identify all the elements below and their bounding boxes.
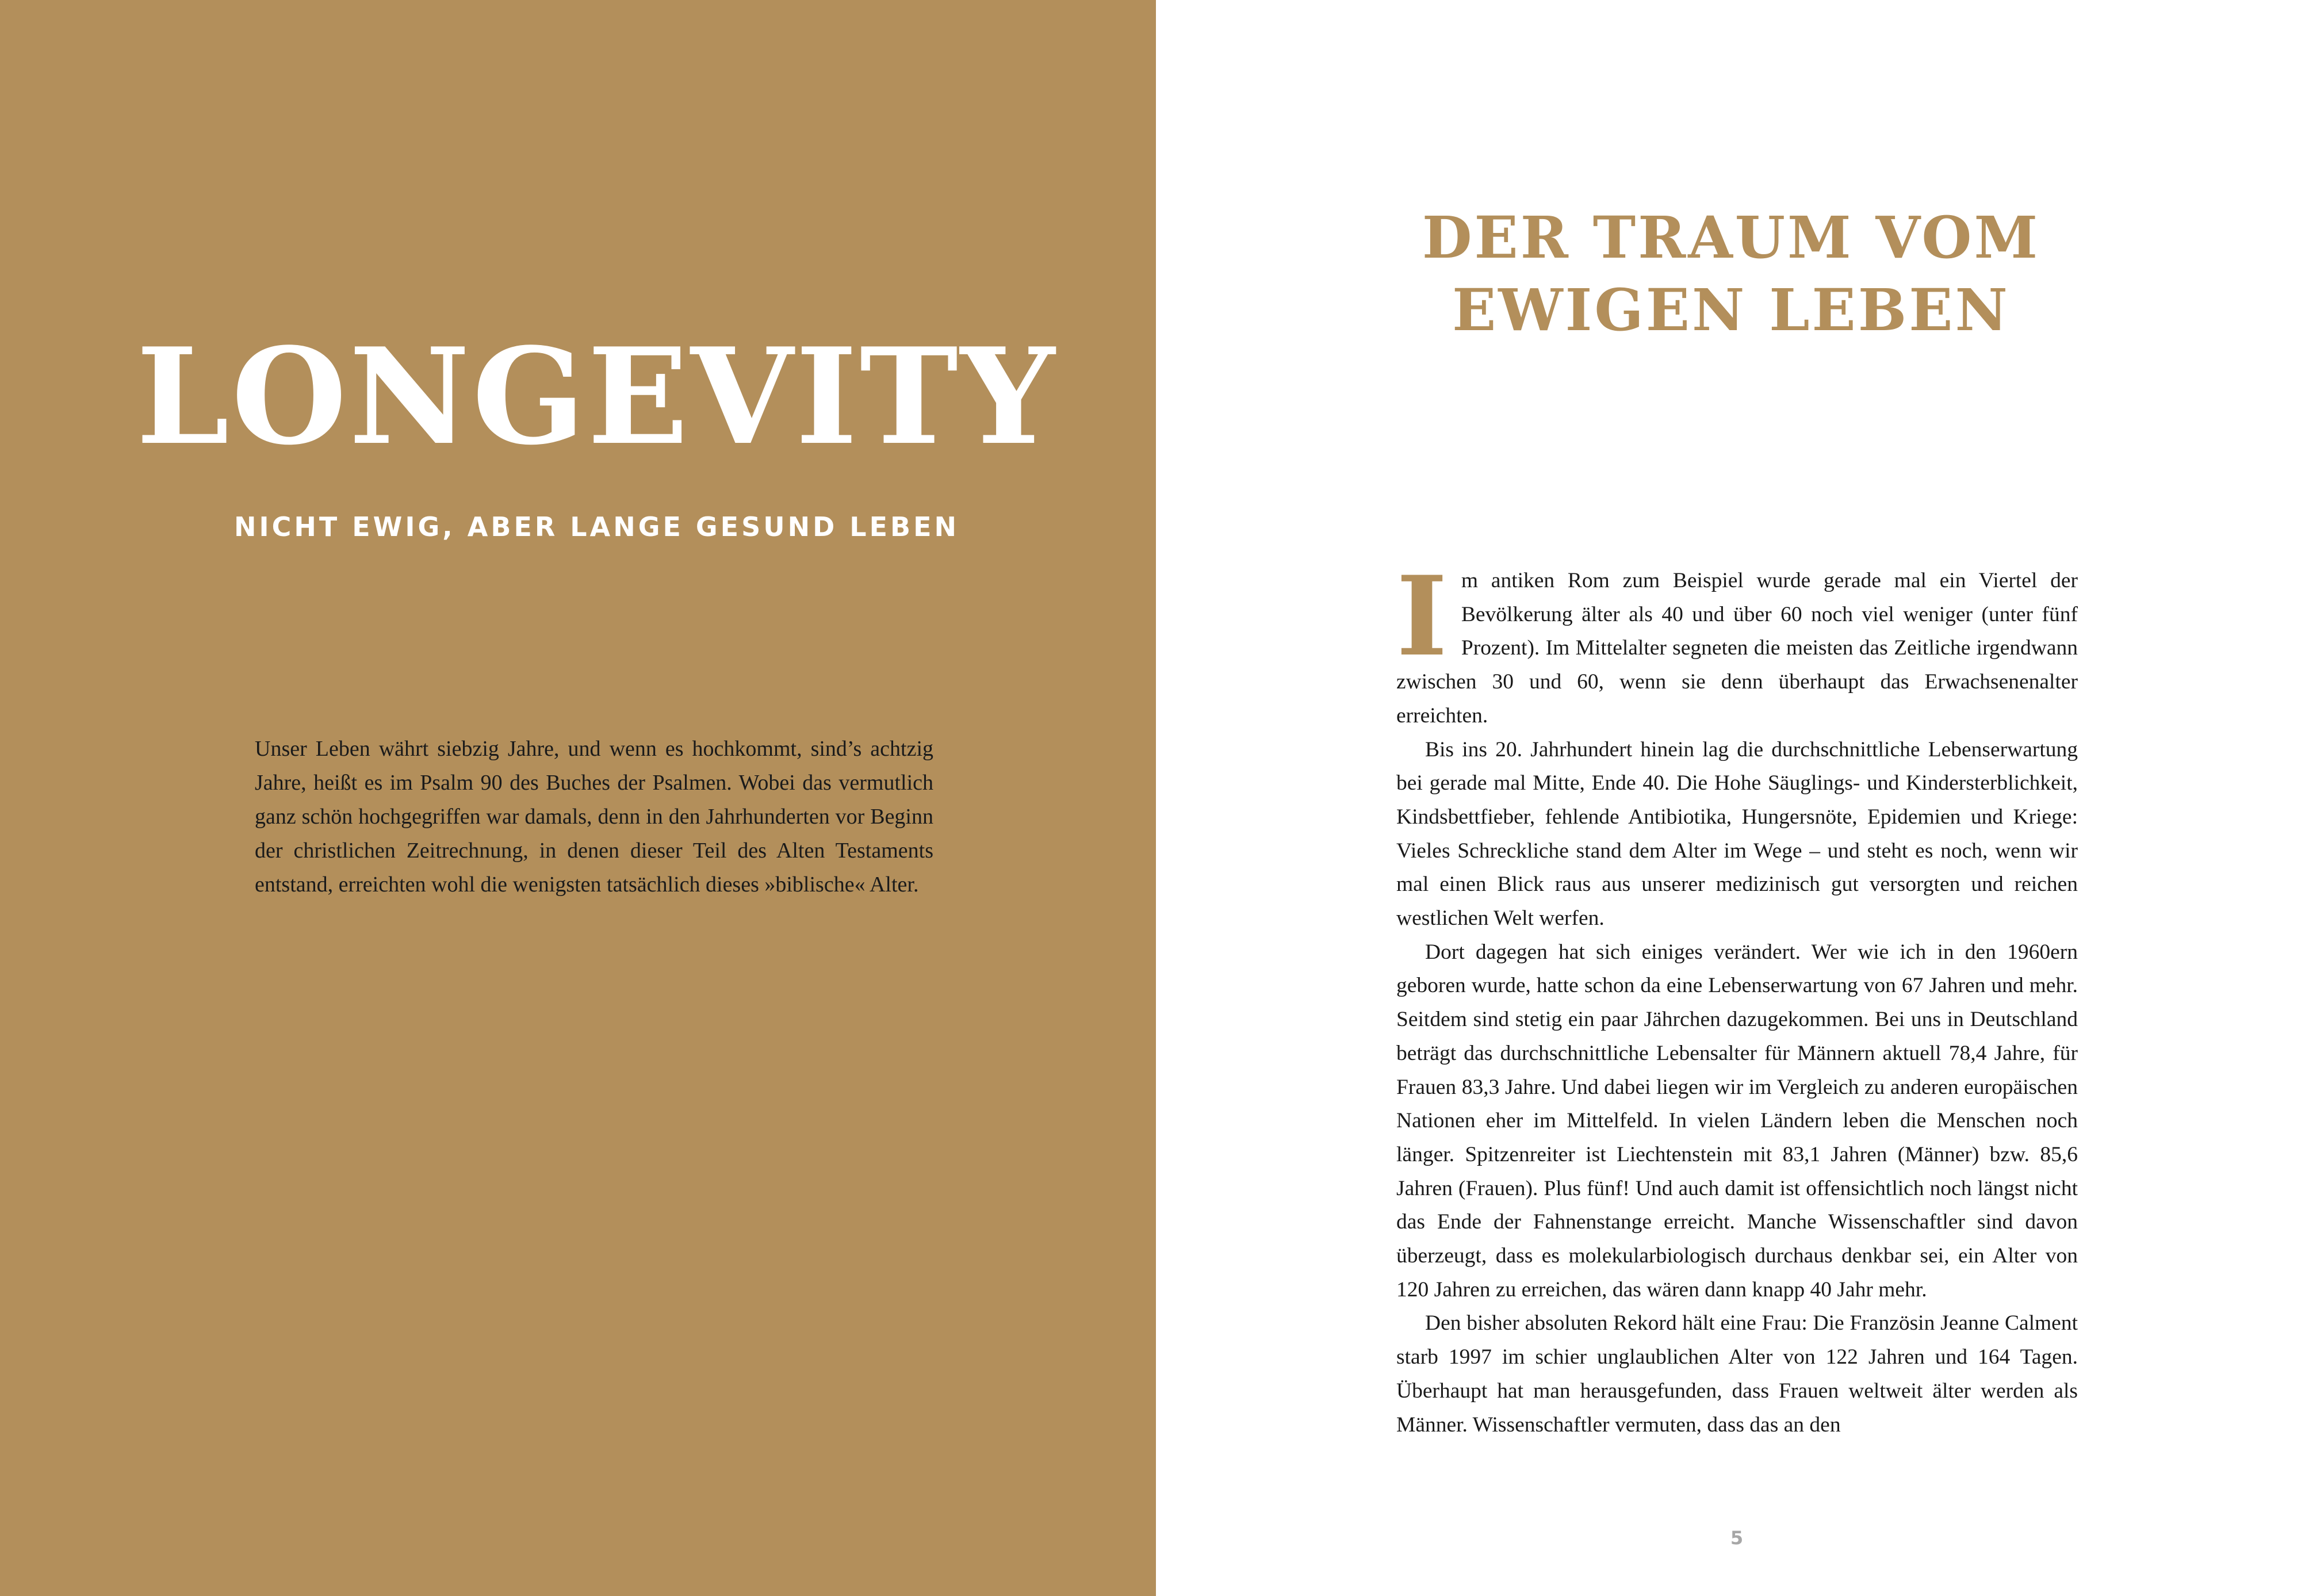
page-number: 5 — [1730, 1527, 1744, 1549]
drop-cap: I — [1396, 552, 1448, 680]
chapter-title-line-1: DER TRAUM VOM — [1422, 204, 2040, 271]
book-subtitle: NICHT EWIG, ABER LANGE GESUND LEBEN — [234, 511, 959, 542]
body-paragraph-1 — [1396, 552, 2078, 733]
chapter-title — [1346, 201, 2116, 346]
body-paragraph-3: Dort dagegen hat sich einiges verändert. Wer wie ich in den 1960ern geboren wurde, hatte schon da eine Lebenserwartung von 67 Jahren und mehr. Seitdem sind stetig ein paar Jährchen dazugekommen. Bei uns in Deutschland beträgt das durchschnittliche Lebensalter für Männern aktuell 78,4 Jahre, für Frauen 83,3 Jahre. Und dabei liegen wir im Vergleich zu anderen europäischen Nationen eher im Mittelfeld. In vielen Ländern leben die Menschen noch länger. Spitzenreiter ist Liechtenstein mit 83,1 Jahren (Männer) bzw. 85,6 Jahren (Frauen). Plus fünf! Und auch damit ist offensichtlich noch längst nicht das Ende der Fahnenstange erreicht. Manche Wissenschaftler sind davon überzeugt, dass es molekularbiologisch durchaus denkbar sei, ein Alter von 120 Jahren zu erreichen, das wären dann knapp 40 Jahr mehr. — [1396, 940, 2078, 1302]
chapter-title-line-2: EWIGEN LEBEN — [1452, 276, 2010, 344]
book-title: LONGEVITY — [136, 319, 1058, 474]
body-paragraph-1-text: m antiken Rom zum Beispiel wurde gerade mal ein Viertel der Bevölkerung älter als 40 und über 60 noch viel weniger (unter fünf Prozent). Im Mittelalter segneten die meisten das Zeitliche irgendwann zwischen 30 und 60, wenn sie denn überhaupt das Erwachsenenalter erreichten. — [1396, 569, 2078, 728]
body-paragraph-2: Bis ins 20. Jahrhundert hinein lag die durchschnittliche Lebenserwartung bei gerade mal Mitte, Ende 40. Die Hohe Säuglings- und Kindersterblichkeit, Kindsbettfieber, fehlende Antibiotika, Hungersnöte, Epidemien und Kriege: Vieles Schreckliche stand dem Alter im Wege – und steht es noch, wenn wir mal einen Blick raus aus unserer medizinisch gut versorgten und reichen westlichen Welt werfen. — [1396, 737, 2078, 931]
intro-paragraph: Unser Leben währt siebzig Jahre, und wenn es hochkommt, sind’s achtzig Jahre, heißt es im Psalm 90 des Buches der Psalmen. Wobei das vermutlich ganz schön hochgegriffen war damals, denn in den Jahrhunderten vor Beginn der christlichen Zeitrechnung, in denen dieser Teil des Alten Testaments entstand, erreichten wohl die wenigsten tatsächlich dieses »biblische« Alter. — [255, 737, 933, 897]
chapter-body — [1396, 552, 2078, 1442]
body-paragraph-4: Den bisher absoluten Rekord hält eine Frau: Die Französin Jeanne Calment starb 1997 im schier unglaublichen Alter von 122 Jahren und 164 Tagen. Überhaupt hat man herausgefunden, dass Frauen weltweit älter werden als Männer. Wissenschaftler vermuten, dass das an den — [1396, 1311, 2078, 1437]
